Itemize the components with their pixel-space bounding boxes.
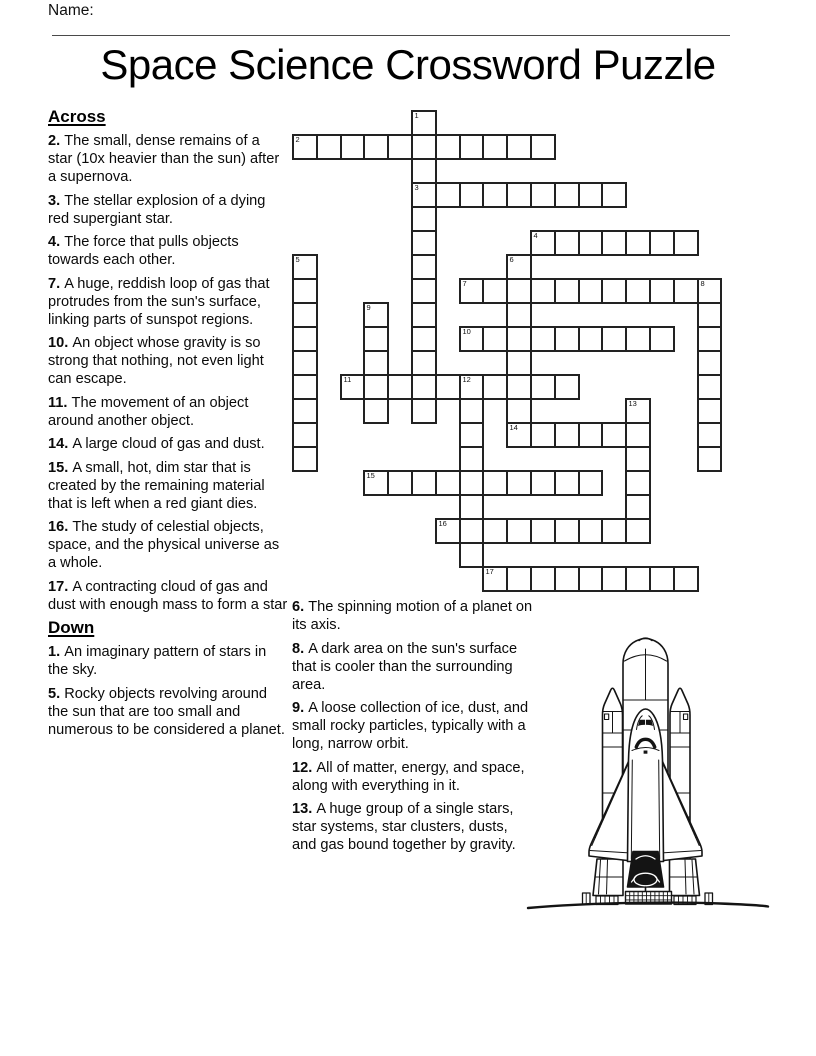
grid-cell-8-0[interactable]	[292, 302, 318, 328]
grid-cell-7-13[interactable]	[601, 278, 627, 304]
cell-number-14: 14	[509, 423, 518, 432]
grid-cell-8-3[interactable]	[363, 302, 389, 328]
across-clue-list	[48, 132, 288, 614]
clue-across-7	[48, 275, 288, 329]
cell-number-12: 12	[462, 375, 471, 384]
grid-cell-3-10[interactable]	[530, 182, 556, 208]
grid-cell-17-14[interactable]	[625, 518, 651, 544]
grid-cell-15-14[interactable]	[625, 470, 651, 496]
grid-cell-13-7[interactable]	[459, 422, 484, 448]
grid-cell-7-12[interactable]	[578, 278, 603, 304]
grid-cell-9-8[interactable]	[482, 326, 508, 352]
grid-cell-1-7[interactable]	[459, 134, 484, 160]
grid-cell-11-11[interactable]	[554, 374, 580, 400]
grid-cell-6-0[interactable]	[292, 254, 318, 280]
grid-cell-3-11[interactable]	[554, 182, 580, 208]
grid-cell-5-15[interactable]	[649, 230, 675, 256]
name-label: Name:	[48, 2, 94, 19]
clue-text: The force that pulls objects towards each other.	[48, 234, 239, 268]
clue-down-9	[292, 699, 535, 753]
grid-cell-7-8[interactable]	[482, 278, 508, 304]
clue-column-left	[48, 108, 288, 744]
across-heading: Across	[48, 107, 106, 126]
grid-cell-19-10[interactable]	[530, 566, 556, 592]
grid-cell-6-5[interactable]	[411, 254, 437, 280]
ground-line	[528, 903, 768, 908]
clue-number: 15.	[48, 459, 73, 476]
clue-number: 8.	[292, 640, 309, 657]
grid-cell-11-3[interactable]	[363, 374, 389, 400]
grid-cell-8-5[interactable]	[411, 302, 437, 328]
clue-text: A huge, reddish loop of gas that protrudes from the sun's surface, linking parts of sunspot regions.	[48, 275, 270, 328]
down-clue-list-middle	[292, 598, 535, 854]
grid-cell-17-7[interactable]	[459, 518, 484, 544]
clue-across-17	[48, 578, 288, 614]
grid-cell-11-2[interactable]	[340, 374, 365, 400]
grid-cell-13-12[interactable]	[578, 422, 603, 448]
clue-text: The spinning motion of a planet on its axis.	[292, 599, 533, 633]
grid-cell-5-14[interactable]	[625, 230, 651, 256]
clue-number: 17.	[48, 578, 73, 595]
grid-cell-1-10[interactable]	[530, 134, 556, 160]
clue-number: 9.	[292, 700, 309, 716]
cell-number-6: 6	[509, 255, 514, 264]
grid-cell-13-0[interactable]	[292, 422, 318, 448]
grid-cell-19-9[interactable]	[506, 566, 532, 592]
clue-text: A contracting cloud of gas and dust with enough mass to form a star	[48, 578, 288, 613]
down-heading: Down	[48, 618, 95, 637]
cell-number-17: 17	[485, 567, 494, 576]
grid-cell-17-6[interactable]	[435, 518, 461, 544]
grid-cell-7-16[interactable]	[673, 278, 699, 304]
cell-number-3: 3	[414, 183, 419, 192]
clue-number: 7.	[48, 275, 65, 292]
grid-cell-12-5[interactable]	[411, 398, 437, 424]
clue-number: 6.	[292, 599, 309, 615]
clue-number: 10.	[48, 335, 73, 351]
clue-text: Rocky objects revolving around the sun that are too small and numerous to be considered a planet.	[48, 685, 285, 738]
clue-number: 4.	[48, 234, 65, 250]
grid-cell-13-13[interactable]	[601, 422, 627, 448]
clue-across-4	[48, 233, 288, 269]
grid-cell-5-12[interactable]	[578, 230, 603, 256]
grid-cell-17-8[interactable]	[482, 518, 508, 544]
clue-down-13	[292, 800, 535, 854]
space-shuttle-svg	[520, 630, 810, 930]
engine-cluster	[628, 852, 664, 897]
grid-cell-16-14[interactable]	[625, 494, 651, 520]
grid-cell-7-9[interactable]	[506, 278, 532, 304]
grid-cell-14-14[interactable]	[625, 446, 651, 472]
grid-cell-16-7[interactable]	[459, 494, 484, 520]
grid-cell-5-16[interactable]	[673, 230, 699, 256]
grid-cell-7-7[interactable]	[459, 278, 484, 304]
grid-cell-2-5[interactable]	[411, 158, 437, 184]
cell-number-2: 2	[295, 135, 300, 144]
clue-text: A large cloud of gas and dust.	[72, 436, 265, 452]
grid-cell-13-9[interactable]	[506, 422, 532, 448]
grid-cell-7-11[interactable]	[554, 278, 580, 304]
clue-across-16	[48, 518, 288, 572]
grid-cell-11-5[interactable]	[411, 374, 437, 400]
cell-number-4: 4	[533, 231, 538, 240]
grid-cell-19-8[interactable]	[482, 566, 508, 592]
clue-text: The small, dense remains of a star (10x heavier than the sun) after a supernova.	[48, 133, 280, 185]
grid-cell-11-4[interactable]	[387, 374, 413, 400]
grid-cell-12-3[interactable]	[363, 398, 389, 424]
grid-cell-14-7[interactable]	[459, 446, 484, 472]
grid-cell-6-9[interactable]	[506, 254, 532, 280]
grid-cell-11-17[interactable]	[697, 374, 722, 400]
cell-number-9: 9	[366, 303, 371, 312]
grid-cell-12-17[interactable]	[697, 398, 722, 424]
clue-number: 14.	[48, 436, 73, 452]
grid-cell-19-13[interactable]	[601, 566, 627, 592]
grid-cell-13-10[interactable]	[530, 422, 556, 448]
grid-cell-10-17[interactable]	[697, 350, 722, 376]
grid-cell-1-9[interactable]	[506, 134, 532, 160]
grid-cell-15-6[interactable]	[435, 470, 461, 496]
cell-number-10: 10	[462, 327, 471, 336]
cell-number-13: 13	[628, 399, 637, 408]
clue-number: 13.	[292, 801, 317, 817]
clue-across-11	[48, 394, 288, 430]
grid-cell-11-0[interactable]	[292, 374, 318, 400]
grid-cell-10-0[interactable]	[292, 350, 318, 376]
clue-across-3	[48, 192, 288, 228]
grid-cell-1-3[interactable]	[363, 134, 389, 160]
grid-cell-9-13[interactable]	[601, 326, 627, 352]
grid-cell-3-9[interactable]	[506, 182, 532, 208]
grid-cell-8-17[interactable]	[697, 302, 722, 328]
grid-cell-1-8[interactable]	[482, 134, 508, 160]
clue-across-2	[48, 132, 288, 186]
grid-cell-3-7[interactable]	[459, 182, 484, 208]
grid-cell-4-5[interactable]	[411, 206, 437, 232]
clue-across-14	[48, 435, 288, 453]
grid-cell-1-4[interactable]	[387, 134, 413, 160]
clue-number: 5.	[48, 685, 65, 702]
grid-cell-15-11[interactable]	[554, 470, 580, 496]
grid-cell-9-14[interactable]	[625, 326, 651, 352]
grid-cell-15-12[interactable]	[578, 470, 603, 496]
grid-cell-17-12[interactable]	[578, 518, 603, 544]
grid-cell-9-7[interactable]	[459, 326, 484, 352]
grid-cell-10-3[interactable]	[363, 350, 389, 376]
grid-cell-13-14[interactable]	[625, 422, 651, 448]
crossword-grid	[292, 110, 724, 592]
clue-text: The stellar explosion of a dying red supergiant star.	[48, 192, 266, 227]
cell-number-5: 5	[295, 255, 300, 264]
grid-cell-3-8[interactable]	[482, 182, 508, 208]
clue-number: 16.	[48, 519, 73, 535]
clue-down-8	[292, 640, 535, 694]
grid-cell-12-9[interactable]	[506, 398, 532, 424]
clue-column-middle	[292, 598, 535, 860]
grid-cell-19-15[interactable]	[649, 566, 675, 592]
grid-cell-5-11[interactable]	[554, 230, 580, 256]
grid-cell-19-12[interactable]	[578, 566, 603, 592]
clue-down-12	[292, 759, 535, 795]
grid-cell-19-14[interactable]	[625, 566, 651, 592]
clue-text: A loose collection of ice, dust, and small rocky particles, typically with a long, narrow orbit.	[292, 700, 529, 752]
grid-cell-12-0[interactable]	[292, 398, 318, 424]
name-row	[48, 2, 774, 39]
grid-cell-8-9[interactable]	[506, 302, 532, 328]
grid-cell-11-8[interactable]	[482, 374, 508, 400]
cell-number-7: 7	[462, 279, 467, 288]
grid-cell-19-11[interactable]	[554, 566, 580, 592]
grid-cell-11-6[interactable]	[435, 374, 461, 400]
grid-cell-3-13[interactable]	[601, 182, 627, 208]
clue-number: 12.	[292, 759, 317, 776]
grid-cell-12-7[interactable]	[459, 398, 484, 424]
clue-across-10	[48, 334, 288, 388]
grid-cell-5-5[interactable]	[411, 230, 437, 256]
grid-cell-9-10[interactable]	[530, 326, 556, 352]
grid-cell-11-7[interactable]	[459, 374, 484, 400]
grid-cell-10-9[interactable]	[506, 350, 532, 376]
space-shuttle-illustration	[520, 630, 810, 930]
clue-text: An imaginary pattern of stars in the sky.	[48, 644, 267, 678]
clue-down-5	[48, 685, 288, 739]
clue-across-15	[48, 459, 288, 513]
clue-text: A small, hot, dim star that is created by the remaining material that is left when a red giant dies.	[48, 459, 265, 512]
grid-cell-14-17[interactable]	[697, 446, 722, 472]
down-clue-list-left	[48, 643, 288, 739]
grid-cell-3-5[interactable]	[411, 182, 437, 208]
grid-cell-9-15[interactable]	[649, 326, 675, 352]
grid-cell-15-4[interactable]	[387, 470, 413, 496]
grid-cell-9-11[interactable]	[554, 326, 580, 352]
cell-number-16: 16	[438, 519, 447, 528]
grid-cell-1-1[interactable]	[316, 134, 342, 160]
clue-text: The movement of an object around another object.	[48, 394, 249, 429]
grid-cell-7-15[interactable]	[649, 278, 675, 304]
grid-cell-10-5[interactable]	[411, 350, 437, 376]
clue-number: 1.	[48, 644, 65, 660]
grid-cell-15-7[interactable]	[459, 470, 484, 496]
grid-cell-7-0[interactable]	[292, 278, 318, 304]
clue-down-6	[292, 598, 535, 634]
grid-cell-15-5[interactable]	[411, 470, 437, 496]
grid-cell-15-10[interactable]	[530, 470, 556, 496]
grid-cell-13-11[interactable]	[554, 422, 580, 448]
grid-cell-12-14[interactable]	[625, 398, 651, 424]
grid-cell-9-0[interactable]	[292, 326, 318, 352]
cell-number-15: 15	[366, 471, 375, 480]
clue-text: A dark area on the sun's surface that is cooler than the surrounding area.	[292, 640, 518, 693]
clue-number: 11.	[48, 394, 72, 411]
grid-cell-15-3[interactable]	[363, 470, 389, 496]
grid-cell-13-17[interactable]	[697, 422, 722, 448]
grid-cell-7-14[interactable]	[625, 278, 651, 304]
clue-down-1	[48, 643, 288, 679]
grid-cell-14-0[interactable]	[292, 446, 318, 472]
grid-cell-17-10[interactable]	[530, 518, 556, 544]
grid-cell-1-6[interactable]	[435, 134, 461, 160]
grid-cell-5-13[interactable]	[601, 230, 627, 256]
grid-cell-7-10[interactable]	[530, 278, 556, 304]
grid-cell-9-17[interactable]	[697, 326, 722, 352]
grid-cell-17-9[interactable]	[506, 518, 532, 544]
grid-cell-15-9[interactable]	[506, 470, 532, 496]
clue-text: The study of celestial objects, space, and the physical universe as a whole.	[48, 519, 280, 571]
cell-number-1: 1	[414, 111, 419, 120]
grid-cell-18-7[interactable]	[459, 542, 484, 568]
grid-cell-9-5[interactable]	[411, 326, 437, 352]
grid-cell-1-0[interactable]	[292, 134, 318, 160]
clue-text: All of matter, energy, and space, along with everything in it.	[292, 759, 525, 794]
grid-cell-11-9[interactable]	[506, 374, 532, 400]
grid-cell-0-5[interactable]	[411, 110, 437, 136]
clue-text: An object whose gravity is so strong that nothing, not even light can escape.	[48, 335, 264, 387]
name-input-line[interactable]	[52, 20, 730, 36]
grid-cell-1-5[interactable]	[411, 134, 437, 160]
grid-cell-7-17[interactable]	[697, 278, 722, 304]
clue-text: A huge group of a single stars, star systems, star clusters, dusts, and gas bound together by gravity.	[292, 801, 516, 853]
orbiter	[628, 709, 664, 862]
grid-cell-3-6[interactable]	[435, 182, 461, 208]
grid-cell-3-12[interactable]	[578, 182, 603, 208]
clue-number: 2.	[48, 133, 65, 149]
grid-cell-7-5[interactable]	[411, 278, 437, 304]
grid-cell-17-11[interactable]	[554, 518, 580, 544]
cell-number-11: 11	[343, 375, 352, 384]
grid-cell-9-12[interactable]	[578, 326, 603, 352]
grid-cell-19-16[interactable]	[673, 566, 699, 592]
grid-cell-1-2[interactable]	[340, 134, 365, 160]
clue-number: 3.	[48, 192, 65, 209]
grid-cell-15-8[interactable]	[482, 470, 508, 496]
grid-cell-9-9[interactable]	[506, 326, 532, 352]
grid-cell-9-3[interactable]	[363, 326, 389, 352]
grid-cell-11-10[interactable]	[530, 374, 556, 400]
cell-number-8: 8	[700, 279, 705, 288]
grid-cell-5-10[interactable]	[530, 230, 556, 256]
grid-cell-17-13[interactable]	[601, 518, 627, 544]
page-title: Space Science Crossword Puzzle	[100, 41, 716, 88]
